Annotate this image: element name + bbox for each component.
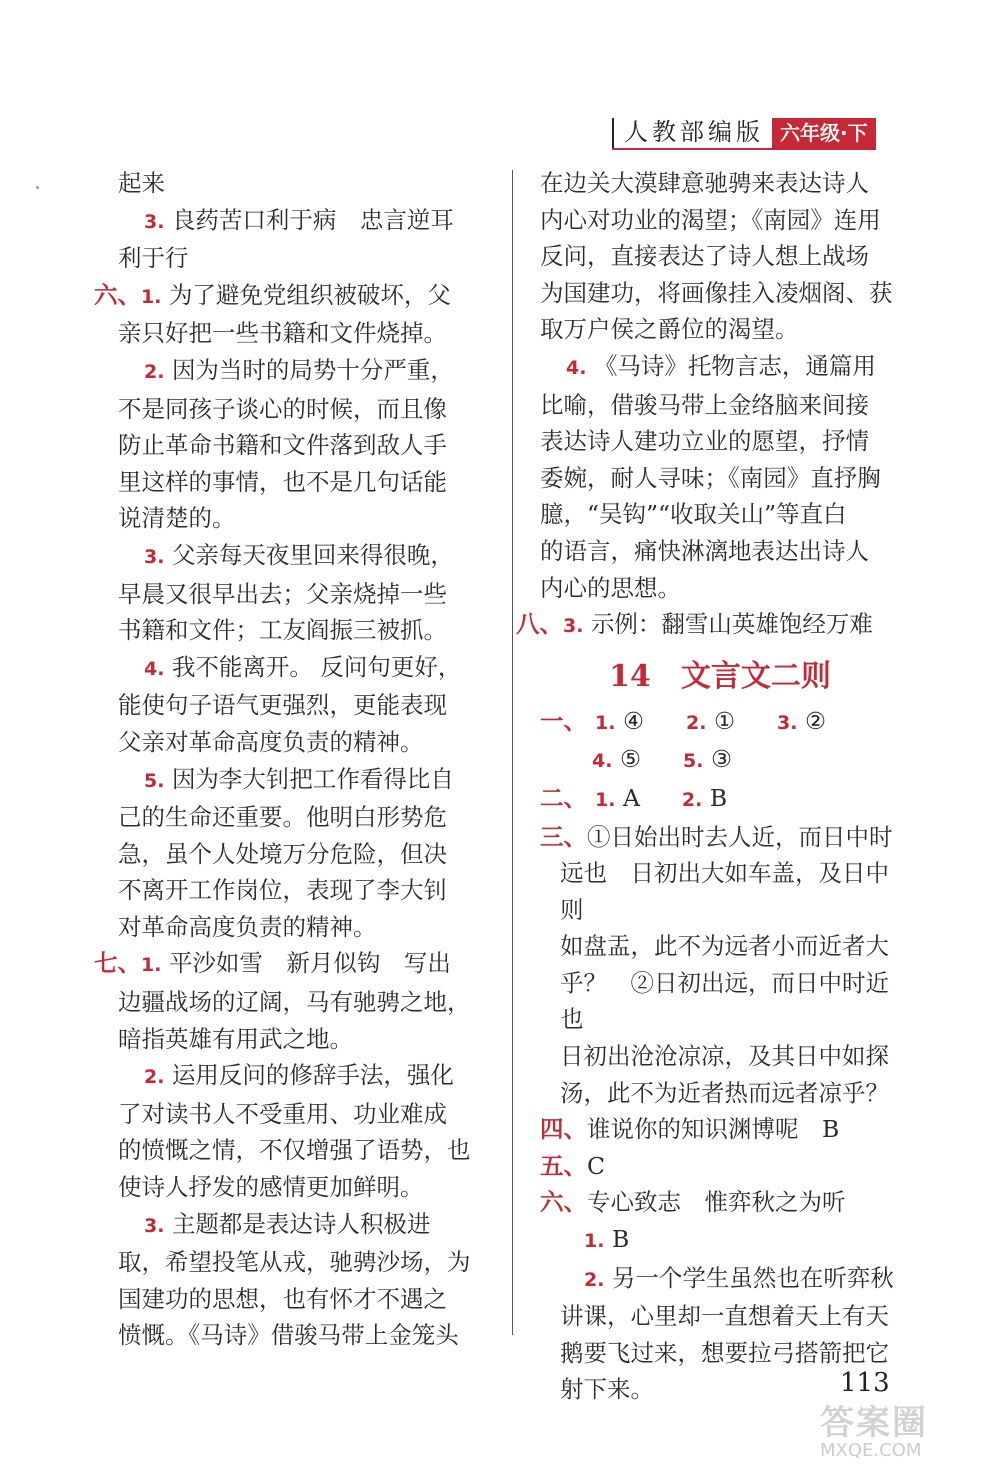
text-line: 父亲对革命高度负责的精神。 [118, 727, 424, 756]
answer-text: 乎？ ②日初出远，而日中时近也 [560, 968, 889, 1034]
edition-label: 人教部编版 [612, 118, 772, 148]
text-line [540, 1038, 900, 1075]
answer-section [516, 606, 900, 645]
answer-text: 日初出沧沧凉凉，及其日中如探 [560, 1042, 889, 1071]
item-number: 3. [144, 545, 165, 568]
section-label: 八、 [516, 610, 563, 639]
item-number: 1. [141, 285, 162, 308]
text-line: 早晨又很早出去；父亲烧掉一些 [118, 579, 447, 608]
item-number: 1. [595, 788, 616, 811]
column-divider [512, 170, 513, 1335]
left-column [94, 165, 483, 1354]
item-number: 1. [584, 1230, 605, 1253]
answer-section-4 [540, 1111, 900, 1148]
chapter-title [540, 655, 900, 699]
answer-text: C [587, 1151, 605, 1180]
answer-section [94, 945, 483, 984]
text-line: 了对读书人不受重用、功业难成 [118, 1099, 447, 1128]
answer-section-5 [540, 1148, 900, 1185]
watermark-main: 答案圈 [820, 1403, 928, 1443]
text-line: 比喻，借骏马带上金络脑来间接 [540, 390, 869, 419]
text-line [540, 1298, 900, 1335]
answer-item [540, 1221, 900, 1260]
item-text: 示例：翻雪山英雄饱经万难 [590, 610, 873, 639]
text-line: 边疆战场的辽阔，马有驰骋之地， [118, 988, 471, 1017]
section-label: 一、 [540, 706, 587, 735]
answer-cell [777, 703, 826, 742]
chapter-number: 14 [609, 658, 651, 694]
text-line [540, 819, 900, 856]
section-label: 三、 [540, 822, 587, 851]
answer-item [118, 1206, 483, 1245]
section-label: 六、 [94, 280, 141, 309]
answer-item [118, 352, 483, 391]
answer-row [587, 703, 860, 742]
answer-section-2 [540, 780, 900, 819]
answer-row [587, 780, 761, 819]
text-line [540, 1075, 900, 1112]
item-number: 2. [681, 788, 703, 811]
answer-item [118, 649, 483, 688]
section-label: 二、 [540, 783, 587, 812]
watermark-sub: MXQE.COM [820, 1440, 922, 1461]
answer-text: 专心致志 惟弈秋之为听 [587, 1188, 846, 1217]
answer-item [118, 202, 483, 241]
scan-dot [36, 186, 39, 189]
text-line [540, 928, 900, 965]
text-line: 里这样的事情，也不是几句话能 [118, 467, 447, 496]
answer-cell [682, 780, 727, 819]
item-text: 主题都是表达诗人积极进 [171, 1209, 431, 1238]
answer-text: 鹅要飞过来，想要拉弓搭箭把它 [560, 1338, 889, 1367]
item-text: 因为李大钊把工作看得比自 [171, 764, 454, 793]
item-number: 2. [584, 1268, 605, 1291]
answer-item [118, 1057, 483, 1096]
answer-text: ①日始出时去人近，而日中时 [587, 822, 893, 851]
section-label: 四、 [540, 1115, 587, 1144]
text-line: 愤慨。《马诗》借骏马带上金笼头 [118, 1321, 459, 1350]
grade-badge: 六年级·下 [772, 118, 876, 148]
answer-item [118, 537, 483, 576]
text-line [540, 965, 900, 1038]
chapter-name: 文言文二则 [680, 658, 831, 694]
text-line: 的语言，痛快淋漓地表达出诗人 [540, 536, 869, 565]
text-line [540, 1335, 900, 1372]
answer-item [118, 761, 483, 800]
item-number: 3. [144, 1214, 165, 1237]
answer-cell [595, 703, 644, 742]
text-line: 不离开工作岗位，表现了李大钊 [118, 876, 447, 905]
answer-text: 另一个学生虽然也在听弈秋 [611, 1263, 894, 1292]
text-line [540, 855, 900, 928]
item-number: 2. [144, 1066, 165, 1089]
text-line: 表达诗人建功立业的愿望，抒情 [540, 427, 869, 456]
item-number: 3. [144, 210, 165, 233]
text-line: 臆，“吴钩”“收取关山”等直白 [540, 500, 847, 529]
item-text: 因为当时的局势十分严重， [171, 355, 454, 384]
text-line: 急，虽个人处境万分危险，但决 [118, 839, 447, 868]
text-line: 暗指英雄有用武之地。 [118, 1024, 353, 1053]
answer-text: 谁说你的知识渊博呢 B [587, 1115, 840, 1144]
text-line: 反问，直接表达了诗人想上战场 [540, 242, 869, 271]
answers-block [540, 703, 900, 1408]
text-line: 使诗人抒发的感情更加鲜明。 [118, 1173, 424, 1202]
item-number: 3. [777, 711, 798, 734]
answer-text: B [611, 1225, 630, 1254]
answer-section [94, 277, 483, 316]
answer-section-1 [540, 703, 900, 742]
item-text: 运用反问的修辞手法，强化 [171, 1061, 454, 1090]
text-line: 的愤慨之情，不仅增强了语势，也 [118, 1136, 471, 1165]
text-line: 利于行 [118, 244, 189, 273]
answer-text: 汤，此不为近者热而远者凉乎？ [560, 1078, 889, 1107]
item-number: 1. [141, 954, 162, 977]
answer-value: ④ [622, 706, 645, 735]
item-number: 1. [595, 711, 616, 734]
answer-text: 讲课，心里却一直想着天上有天 [560, 1302, 889, 1331]
text-line: 不是同孩子谈心的时候，而且像 [118, 394, 447, 423]
item-number: 4. [566, 356, 587, 379]
item-number: 2. [686, 711, 707, 734]
text-line: 取，希望投笔从戎，驰骋沙场，为 [118, 1248, 471, 1277]
right-column [516, 165, 900, 1408]
answer-row [584, 741, 766, 780]
item-number: 4. [144, 657, 165, 680]
text-line: 对革命高度负责的精神。 [118, 912, 377, 941]
item-text: 《马诗》托物言志，通篇用 [593, 351, 876, 380]
answer-section-6 [540, 1184, 900, 1221]
answer-value: ① [713, 706, 736, 735]
text-line: 委婉，耐人寻味；《南园》直抒胸 [540, 463, 881, 492]
text-line: 己的生命还重要。他明白形势危 [118, 803, 447, 832]
section-label: 七、 [94, 949, 141, 978]
item-text: 父亲每天夜里回来得很晚， [171, 540, 454, 569]
text-line: 取万户侯之爵位的渴望。 [540, 315, 799, 344]
text-line: 亲只好把一些书籍和文件烧掉。 [118, 319, 447, 348]
text-line: 说清楚的。 [118, 504, 236, 533]
text-line: 国建功的思想，也有怀才不遇之 [118, 1284, 447, 1313]
answer-section-1-row2 [540, 741, 900, 780]
item-text: 良药苦口利于病 忠言逆耳 [171, 205, 454, 234]
text-line: 防止革命书籍和文件落到敌人手 [118, 431, 447, 460]
answer-text: 如盘盂，此不为远者小而近者大 [560, 932, 889, 961]
item-text: 为了避免党组织被破坏，父 [168, 280, 451, 309]
text-line: 内心的思想。 [540, 573, 681, 602]
answer-cell [595, 780, 640, 819]
item-number: 3. [563, 615, 584, 638]
text-line: 书籍和文件；工友阎振三被抓。 [118, 616, 447, 645]
answer-item [540, 348, 900, 387]
answer-section-3 [540, 819, 900, 1112]
section-label: 六、 [540, 1188, 587, 1217]
item-number: 5. [144, 769, 165, 792]
item-text: 平沙如雪 新月似钩 写出 [168, 949, 451, 978]
text-line: 在边关大漠肆意驰骋来表达诗人 [540, 169, 869, 197]
text-line: 为国建功，将画像挂入凌烟阁、获 [540, 278, 893, 307]
right-continuation [516, 165, 900, 645]
item-number: 5. [683, 750, 704, 773]
answer-cell [686, 703, 735, 742]
text-line: 能使句子语气更强烈，更能表现 [118, 691, 447, 720]
answer-value: ② [804, 706, 827, 735]
answer-value: A [622, 783, 640, 812]
text-line: 起来 [118, 169, 165, 197]
answer-cell [683, 741, 732, 780]
answer-value: ③ [710, 745, 733, 774]
item-number: 2. [144, 360, 165, 383]
answer-value: B [709, 783, 728, 812]
section-label: 五、 [540, 1151, 587, 1180]
item-number: 4. [592, 750, 613, 773]
answer-cell [592, 741, 641, 780]
item-text: 我不能离开。 反问句更好， [171, 652, 462, 681]
answer-text: 射下来。 [560, 1375, 654, 1404]
text-line: 内心对功业的渴望；《南园》连用 [540, 205, 881, 234]
page-number: 113 [840, 1368, 890, 1398]
watermark-logo [820, 1395, 990, 1465]
answer-text: 远也 日初出大如车盖，及日中则 [560, 859, 889, 924]
text-line [540, 1260, 900, 1299]
page-header [612, 118, 876, 150]
answer-value: ⑤ [619, 745, 642, 774]
